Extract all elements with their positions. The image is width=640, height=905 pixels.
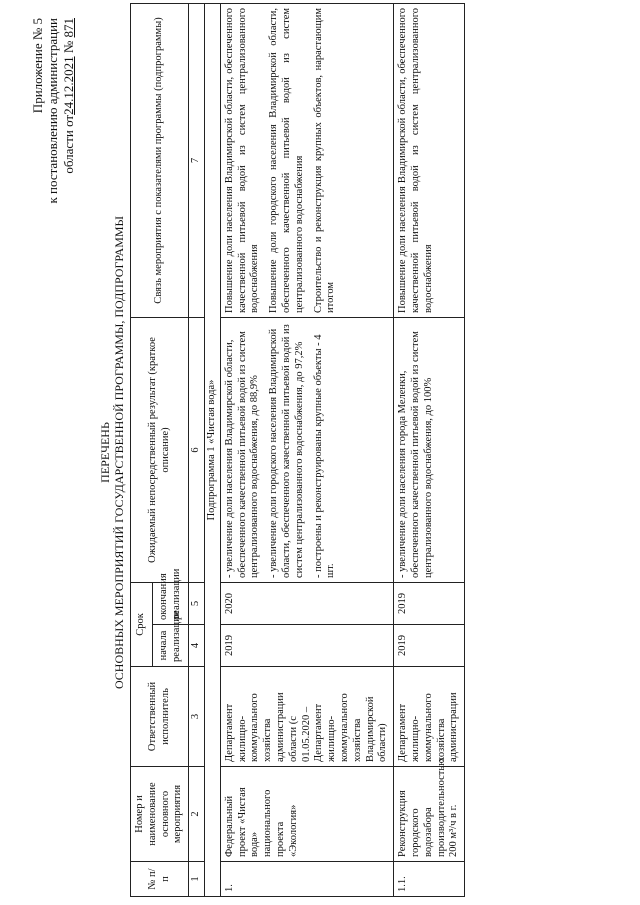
- result-item: - увеличение доли населения Владимирской области, обеспеченного качественной питьевой водой из систем централизованного водоснабжения, до 88,9%: [223, 331, 261, 578]
- row-end: 2019: [394, 582, 465, 624]
- title-line1: ПЕРЕЧЕНЬ: [98, 422, 112, 483]
- appendix-block: [30, 18, 76, 905]
- appendix-number-prefix: №: [60, 40, 76, 54]
- link-item: Повышение доли населения Владимирской области, обеспеченного качественной питьевой водой из систем централизованного водоснабжения: [397, 7, 434, 313]
- row-link: [394, 3, 465, 317]
- row-link: [220, 3, 393, 317]
- title-line2: ОСНОВНЫХ МЕРОПРИЯТИЙ ГОСУДАРСТВЕННОЙ ПРОГРАММЫ, ПОДПРОГРАММЫ: [112, 216, 127, 690]
- table-header-row: [131, 3, 153, 896]
- row-executor: Департамент жилищно-коммунального хозяйства администрации области (с 01.05.2020 – Департамент жилищно-коммунального хозяйства Владимирской области): [220, 667, 393, 767]
- row-end: 2020: [220, 582, 393, 624]
- appendix-date-prefix: области от: [60, 114, 76, 174]
- appendix-line3: [61, 18, 76, 905]
- header-start: начала реализации: [152, 625, 188, 667]
- row-num: 1.1.: [394, 862, 465, 897]
- document-title: [98, 0, 127, 905]
- column-number: 3: [189, 667, 205, 767]
- appendix-line1: Приложение № 5: [30, 18, 45, 114]
- result-item: - увеличение доли городского населения Владимирской области, обеспеченного качественной питьевой водой из систем централизованного водоснабжения, до 97,2%: [268, 324, 305, 578]
- appendix-number: 871: [60, 18, 76, 38]
- row-num: 1.: [220, 862, 393, 897]
- result-item: - увеличение доли населения города Меленки, обеспеченного качественной питьевой водой из систем централизованного водоснабжения, до 100%: [397, 331, 434, 578]
- row-result: [220, 317, 393, 582]
- column-number: 4: [189, 625, 205, 667]
- link-item: Повышение доли населения Владимирской области, обеспеченного качественной питьевой водой из систем централизованного водоснабжения: [223, 7, 261, 313]
- row-executor: Департамент жилищно-коммунального хозяйства администрации: [394, 667, 465, 767]
- subprogram-title: Подпрограмма 1 «Чистая вода»: [204, 3, 220, 896]
- appendix-date: 24.12.2021: [60, 56, 76, 115]
- subprogram-row: [204, 3, 220, 896]
- column-number: 5: [189, 582, 205, 624]
- header-term: Срок: [131, 582, 153, 666]
- header-result: Ожидаемый непосредственный результат (краткое описание): [131, 317, 189, 582]
- row-start: 2019: [220, 625, 393, 667]
- row-start: 2019: [394, 625, 465, 667]
- header-num: № п/п: [131, 862, 189, 897]
- header-end: окончания реализации: [152, 582, 188, 624]
- header-executor: Ответственный исполнитель: [131, 667, 189, 767]
- result-item: - построены и реконструированы крупные объекты - 4 шт.: [312, 334, 337, 578]
- header-link: Связь мероприятия с показателями программы (подпрограммы): [131, 3, 189, 317]
- column-number: 1: [189, 862, 205, 897]
- row-result: [394, 317, 465, 582]
- link-item: Строительство и реконструкция крупных объектов, нарастающим итогом: [312, 7, 337, 313]
- column-number: 6: [189, 317, 205, 582]
- column-number: 7: [189, 3, 205, 317]
- column-number: 2: [189, 767, 205, 862]
- row-name: Федеральный проект «Чистая вода» национального проекта «Экология»: [220, 767, 393, 862]
- header-name: Номер и наименование основного мероприятия: [131, 767, 189, 862]
- table-row: [394, 3, 465, 896]
- appendix-line2: к постановлению администрации: [45, 18, 61, 204]
- link-item: Повышение доли городского населения Владимирской области, обеспеченного качественной питьевой водой из систем централизованного водоснабжения: [268, 7, 305, 313]
- table-row: [220, 3, 393, 896]
- row-name: Реконструкция городского водозабора производительностью 200 м³/ч в г.: [394, 767, 465, 862]
- column-number-row: [189, 3, 205, 896]
- measures-table: [130, 3, 465, 897]
